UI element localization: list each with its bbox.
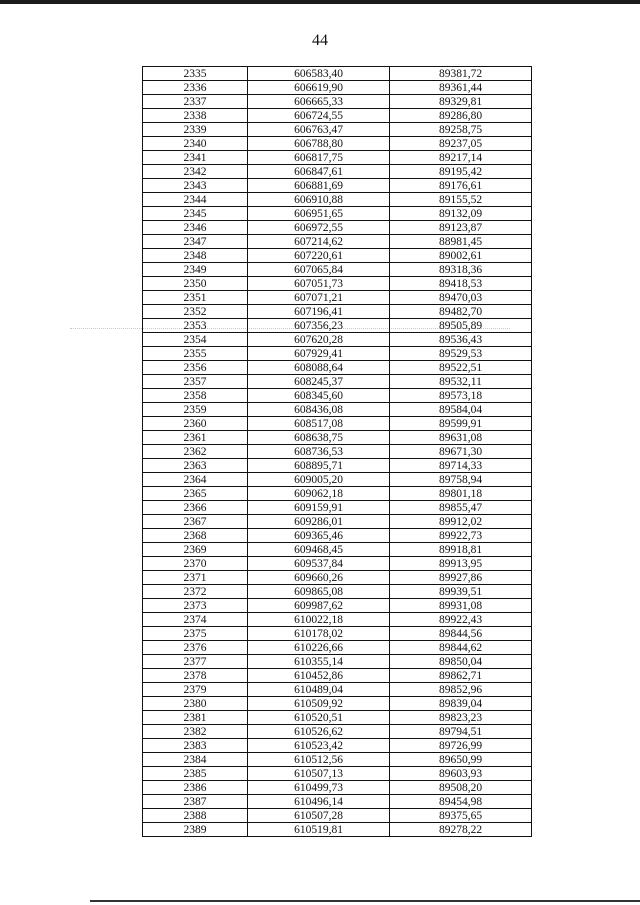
- point-number-cell: 2376: [143, 641, 248, 655]
- x-coordinate-cell: 607071,21: [248, 291, 390, 305]
- point-number-cell: 2364: [143, 473, 248, 487]
- x-coordinate-cell: 610489,04: [248, 683, 390, 697]
- table-row: [143, 739, 532, 753]
- point-number-cell: 2379: [143, 683, 248, 697]
- y-coordinate-cell: 89529,53: [390, 347, 532, 361]
- x-coordinate-cell: 609537,84: [248, 557, 390, 571]
- y-coordinate-cell: 89844,62: [390, 641, 532, 655]
- table-row: [143, 221, 532, 235]
- point-number-cell: 2344: [143, 193, 248, 207]
- x-coordinate-cell: 610507,13: [248, 767, 390, 781]
- coordinates-table-body: [143, 67, 532, 837]
- table-row: [143, 585, 532, 599]
- y-coordinate-cell: 89508,20: [390, 781, 532, 795]
- table-row: [143, 417, 532, 431]
- y-coordinate-cell: 89286,80: [390, 109, 532, 123]
- point-number-cell: 2352: [143, 305, 248, 319]
- x-coordinate-cell: 606763,47: [248, 123, 390, 137]
- x-coordinate-cell: 609005,20: [248, 473, 390, 487]
- x-coordinate-cell: 609865,08: [248, 585, 390, 599]
- y-coordinate-cell: 89123,87: [390, 221, 532, 235]
- point-number-cell: 2387: [143, 795, 248, 809]
- y-coordinate-cell: 89599,91: [390, 417, 532, 431]
- table-row: [143, 487, 532, 501]
- table-row: [143, 123, 532, 137]
- table-row: [143, 641, 532, 655]
- x-coordinate-cell: 610499,73: [248, 781, 390, 795]
- point-number-cell: 2354: [143, 333, 248, 347]
- y-coordinate-cell: 89823,23: [390, 711, 532, 725]
- point-number-cell: 2370: [143, 557, 248, 571]
- table-row: [143, 431, 532, 445]
- y-coordinate-cell: 89855,47: [390, 501, 532, 515]
- x-coordinate-cell: 606665,33: [248, 95, 390, 109]
- x-coordinate-cell: 609660,26: [248, 571, 390, 585]
- y-coordinate-cell: 89922,73: [390, 529, 532, 543]
- y-coordinate-cell: 89801,18: [390, 487, 532, 501]
- y-coordinate-cell: 89482,70: [390, 305, 532, 319]
- y-coordinate-cell: 89918,81: [390, 543, 532, 557]
- y-coordinate-cell: 89862,71: [390, 669, 532, 683]
- table-row: [143, 781, 532, 795]
- table-row: [143, 95, 532, 109]
- y-coordinate-cell: 89329,81: [390, 95, 532, 109]
- table-row: [143, 697, 532, 711]
- table-row: [143, 389, 532, 403]
- y-coordinate-cell: 89671,30: [390, 445, 532, 459]
- table-row: [143, 627, 532, 641]
- point-number-cell: 2382: [143, 725, 248, 739]
- y-coordinate-cell: 89927,86: [390, 571, 532, 585]
- x-coordinate-cell: 608088,64: [248, 361, 390, 375]
- x-coordinate-cell: 609365,46: [248, 529, 390, 543]
- y-coordinate-cell: 89939,51: [390, 585, 532, 599]
- point-number-cell: 2385: [143, 767, 248, 781]
- table-row: [143, 375, 532, 389]
- point-number-cell: 2388: [143, 809, 248, 823]
- table-row: [143, 809, 532, 823]
- point-number-cell: 2378: [143, 669, 248, 683]
- y-coordinate-cell: 89714,33: [390, 459, 532, 473]
- x-coordinate-cell: 606788,80: [248, 137, 390, 151]
- table-row: [143, 571, 532, 585]
- table-row: [143, 249, 532, 263]
- y-coordinate-cell: 89505,89: [390, 319, 532, 333]
- table-row: [143, 165, 532, 179]
- x-coordinate-cell: 610452,86: [248, 669, 390, 683]
- table-row: [143, 543, 532, 557]
- table-row: [143, 711, 532, 725]
- point-number-cell: 2343: [143, 179, 248, 193]
- table-row: [143, 81, 532, 95]
- point-number-cell: 2366: [143, 501, 248, 515]
- point-number-cell: 2339: [143, 123, 248, 137]
- table-row: [143, 459, 532, 473]
- point-number-cell: 2337: [143, 95, 248, 109]
- y-coordinate-cell: 89237,05: [390, 137, 532, 151]
- table-row: [143, 347, 532, 361]
- table-row: [143, 823, 532, 837]
- table-row: [143, 725, 532, 739]
- y-coordinate-cell: 89631,08: [390, 431, 532, 445]
- table-row: [143, 137, 532, 151]
- table-row: [143, 557, 532, 571]
- x-coordinate-cell: 609159,91: [248, 501, 390, 515]
- point-number-cell: 2361: [143, 431, 248, 445]
- y-coordinate-cell: 89176,61: [390, 179, 532, 193]
- point-number-cell: 2369: [143, 543, 248, 557]
- point-number-cell: 2356: [143, 361, 248, 375]
- y-coordinate-cell: 89195,42: [390, 165, 532, 179]
- y-coordinate-cell: 89536,43: [390, 333, 532, 347]
- table-row: [143, 795, 532, 809]
- y-coordinate-cell: 89913,95: [390, 557, 532, 571]
- x-coordinate-cell: 606724,55: [248, 109, 390, 123]
- table-row: [143, 599, 532, 613]
- y-coordinate-cell: 89002,61: [390, 249, 532, 263]
- y-coordinate-cell: 89922,43: [390, 613, 532, 627]
- y-coordinate-cell: 89844,56: [390, 627, 532, 641]
- coordinates-table: [142, 66, 532, 837]
- x-coordinate-cell: 607214,62: [248, 235, 390, 249]
- y-coordinate-cell: 89381,72: [390, 67, 532, 81]
- point-number-cell: 2346: [143, 221, 248, 235]
- bottom-scan-border: [90, 900, 640, 902]
- y-coordinate-cell: 89132,09: [390, 207, 532, 221]
- x-coordinate-cell: 606817,75: [248, 151, 390, 165]
- table-row: [143, 501, 532, 515]
- table-row: [143, 767, 532, 781]
- x-coordinate-cell: 608517,08: [248, 417, 390, 431]
- x-coordinate-cell: 607356,23: [248, 319, 390, 333]
- x-coordinate-cell: 610509,92: [248, 697, 390, 711]
- x-coordinate-cell: 610526,62: [248, 725, 390, 739]
- x-coordinate-cell: 606951,65: [248, 207, 390, 221]
- table-row: [143, 305, 532, 319]
- table-row: [143, 151, 532, 165]
- point-number-cell: 2389: [143, 823, 248, 837]
- y-coordinate-cell: 88981,45: [390, 235, 532, 249]
- y-coordinate-cell: 89375,65: [390, 809, 532, 823]
- y-coordinate-cell: 89217,14: [390, 151, 532, 165]
- point-number-cell: 2362: [143, 445, 248, 459]
- point-number-cell: 2360: [143, 417, 248, 431]
- x-coordinate-cell: 610226,66: [248, 641, 390, 655]
- x-coordinate-cell: 608436,08: [248, 403, 390, 417]
- y-coordinate-cell: 89726,99: [390, 739, 532, 753]
- table-row: [143, 655, 532, 669]
- x-coordinate-cell: 607620,28: [248, 333, 390, 347]
- y-coordinate-cell: 89758,94: [390, 473, 532, 487]
- table-row: [143, 753, 532, 767]
- x-coordinate-cell: 607065,84: [248, 263, 390, 277]
- point-number-cell: 2340: [143, 137, 248, 151]
- x-coordinate-cell: 608895,71: [248, 459, 390, 473]
- point-number-cell: 2338: [143, 109, 248, 123]
- table-row: [143, 403, 532, 417]
- table-row: [143, 193, 532, 207]
- x-coordinate-cell: 607051,73: [248, 277, 390, 291]
- table-row: [143, 67, 532, 81]
- x-coordinate-cell: 606910,88: [248, 193, 390, 207]
- x-coordinate-cell: 607220,61: [248, 249, 390, 263]
- x-coordinate-cell: 610355,14: [248, 655, 390, 669]
- table-row: [143, 277, 532, 291]
- point-number-cell: 2335: [143, 67, 248, 81]
- y-coordinate-cell: 89278,22: [390, 823, 532, 837]
- point-number-cell: 2350: [143, 277, 248, 291]
- y-coordinate-cell: 89470,03: [390, 291, 532, 305]
- point-number-cell: 2345: [143, 207, 248, 221]
- table-row: [143, 473, 532, 487]
- point-number-cell: 2384: [143, 753, 248, 767]
- table-row: [143, 669, 532, 683]
- table-row: [143, 529, 532, 543]
- table-row: [143, 235, 532, 249]
- point-number-cell: 2363: [143, 459, 248, 473]
- y-coordinate-cell: 89318,36: [390, 263, 532, 277]
- table-row: [143, 361, 532, 375]
- point-number-cell: 2373: [143, 599, 248, 613]
- point-number-cell: 2357: [143, 375, 248, 389]
- x-coordinate-cell: 609062,18: [248, 487, 390, 501]
- page-number: 44: [312, 32, 328, 49]
- y-coordinate-cell: 89258,75: [390, 123, 532, 137]
- x-coordinate-cell: 610520,51: [248, 711, 390, 725]
- table-row: [143, 515, 532, 529]
- x-coordinate-cell: 606972,55: [248, 221, 390, 235]
- table-row: [143, 319, 532, 333]
- top-scan-border: [0, 0, 640, 4]
- y-coordinate-cell: 89931,08: [390, 599, 532, 613]
- y-coordinate-cell: 89532,11: [390, 375, 532, 389]
- x-coordinate-cell: 610178,02: [248, 627, 390, 641]
- table-row: [143, 263, 532, 277]
- point-number-cell: 2375: [143, 627, 248, 641]
- x-coordinate-cell: 608638,75: [248, 431, 390, 445]
- table-row: [143, 445, 532, 459]
- y-coordinate-cell: 89522,51: [390, 361, 532, 375]
- y-coordinate-cell: 89650,99: [390, 753, 532, 767]
- x-coordinate-cell: 610022,18: [248, 613, 390, 627]
- table-row: [143, 207, 532, 221]
- point-number-cell: 2381: [143, 711, 248, 725]
- point-number-cell: 2351: [143, 291, 248, 305]
- point-number-cell: 2341: [143, 151, 248, 165]
- x-coordinate-cell: 606619,90: [248, 81, 390, 95]
- y-coordinate-cell: 89155,52: [390, 193, 532, 207]
- point-number-cell: 2355: [143, 347, 248, 361]
- table-row: [143, 109, 532, 123]
- point-number-cell: 2342: [143, 165, 248, 179]
- point-number-cell: 2377: [143, 655, 248, 669]
- x-coordinate-cell: 608245,37: [248, 375, 390, 389]
- y-coordinate-cell: 89603,93: [390, 767, 532, 781]
- y-coordinate-cell: 89573,18: [390, 389, 532, 403]
- y-coordinate-cell: 89912,02: [390, 515, 532, 529]
- x-coordinate-cell: 610496,14: [248, 795, 390, 809]
- table-row: [143, 291, 532, 305]
- x-coordinate-cell: 610507,28: [248, 809, 390, 823]
- point-number-cell: 2368: [143, 529, 248, 543]
- point-number-cell: 2336: [143, 81, 248, 95]
- point-number-cell: 2371: [143, 571, 248, 585]
- x-coordinate-cell: 607196,41: [248, 305, 390, 319]
- table-row: [143, 333, 532, 347]
- point-number-cell: 2359: [143, 403, 248, 417]
- y-coordinate-cell: 89454,98: [390, 795, 532, 809]
- x-coordinate-cell: 606583,40: [248, 67, 390, 81]
- point-number-cell: 2349: [143, 263, 248, 277]
- x-coordinate-cell: 608345,60: [248, 389, 390, 403]
- point-number-cell: 2380: [143, 697, 248, 711]
- y-coordinate-cell: 89794,51: [390, 725, 532, 739]
- x-coordinate-cell: 610519,81: [248, 823, 390, 837]
- point-number-cell: 2386: [143, 781, 248, 795]
- y-coordinate-cell: 89839,04: [390, 697, 532, 711]
- point-number-cell: 2347: [143, 235, 248, 249]
- point-number-cell: 2372: [143, 585, 248, 599]
- x-coordinate-cell: 610512,56: [248, 753, 390, 767]
- x-coordinate-cell: 609286,01: [248, 515, 390, 529]
- x-coordinate-cell: 609468,45: [248, 543, 390, 557]
- point-number-cell: 2353: [143, 319, 248, 333]
- x-coordinate-cell: 606847,61: [248, 165, 390, 179]
- point-number-cell: 2358: [143, 389, 248, 403]
- table-row: [143, 683, 532, 697]
- y-coordinate-cell: 89850,04: [390, 655, 532, 669]
- y-coordinate-cell: 89852,96: [390, 683, 532, 697]
- y-coordinate-cell: 89361,44: [390, 81, 532, 95]
- y-coordinate-cell: 89418,53: [390, 277, 532, 291]
- x-coordinate-cell: 609987,62: [248, 599, 390, 613]
- table-row: [143, 179, 532, 193]
- table-row: [143, 613, 532, 627]
- point-number-cell: 2374: [143, 613, 248, 627]
- x-coordinate-cell: 610523,42: [248, 739, 390, 753]
- point-number-cell: 2348: [143, 249, 248, 263]
- point-number-cell: 2367: [143, 515, 248, 529]
- point-number-cell: 2383: [143, 739, 248, 753]
- x-coordinate-cell: 608736,53: [248, 445, 390, 459]
- point-number-cell: 2365: [143, 487, 248, 501]
- x-coordinate-cell: 606881,69: [248, 179, 390, 193]
- x-coordinate-cell: 607929,41: [248, 347, 390, 361]
- y-coordinate-cell: 89584,04: [390, 403, 532, 417]
